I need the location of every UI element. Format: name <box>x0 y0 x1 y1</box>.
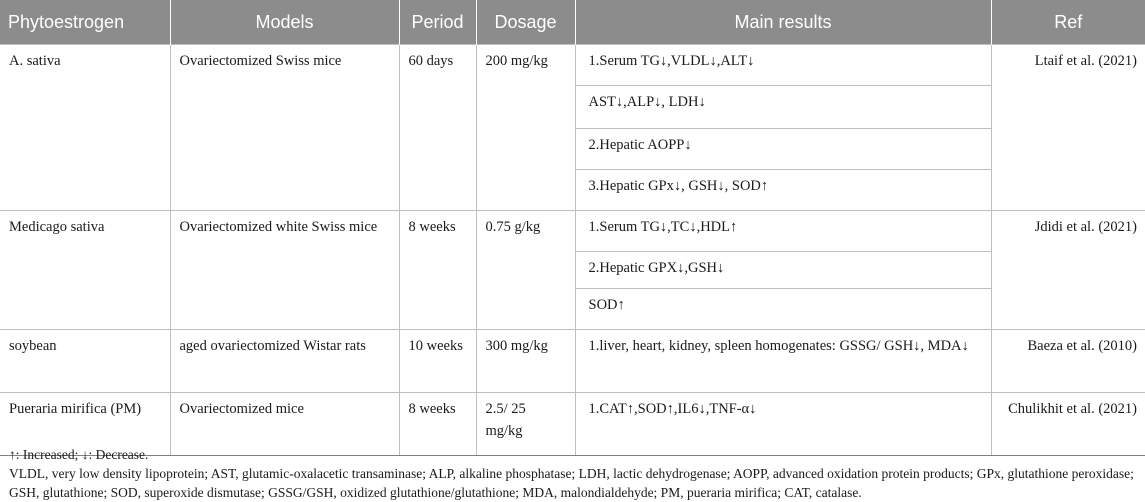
cell-period: 8 weeks <box>399 211 476 330</box>
cell-ref: Ltaif et al. (2021) <box>991 45 1145 211</box>
cell-ref: Baeza et al. (2010) <box>991 330 1145 393</box>
table-footnotes <box>9 445 1139 502</box>
cell-phytoestrogen: soybean <box>0 330 170 393</box>
cell-dosage: 0.75 g/kg <box>476 211 575 330</box>
table-row <box>0 330 1145 393</box>
cell-result: 2.Hepatic AOPP↓ <box>575 129 991 170</box>
table-row <box>0 45 1145 86</box>
cell-model: aged ovariectomized Wistar rats <box>170 330 399 393</box>
header-row <box>0 0 1145 45</box>
cell-result: 1.CAT↑,SOD↑,IL6↓,TNF-α↓ <box>575 393 991 456</box>
cell-model: Ovariectomized white Swiss mice <box>170 211 399 330</box>
cell-period: 10 weeks <box>399 330 476 393</box>
cell-phytoestrogen: A. sativa <box>0 45 170 211</box>
cell-result: 2.Hepatic GPX↓,GSH↓ <box>575 252 991 289</box>
cell-result: SOD↑ <box>575 289 991 330</box>
cell-dosage: 2.5/ 25 mg/kg <box>476 393 575 456</box>
cell-result: 1.liver, heart, kidney, spleen homogenates: GSSG/ GSH↓, MDA↓ <box>575 330 991 393</box>
cell-ref: Chulikhit et al. (2021) <box>991 393 1145 456</box>
header-ref: Ref <box>991 0 1145 45</box>
cell-result: 3.Hepatic GPx↓, GSH↓, SOD↑ <box>575 170 991 211</box>
header-main-results: Main results <box>575 0 991 45</box>
cell-period: 8 weeks <box>399 393 476 456</box>
cell-result: 1.Serum TG↓,VLDL↓,ALT↓ <box>575 45 991 86</box>
cell-phytoestrogen: Medicago sativa <box>0 211 170 330</box>
cell-model: Ovariectomized mice <box>170 393 399 456</box>
table-row <box>0 211 1145 252</box>
cell-dosage: 200 mg/kg <box>476 45 575 211</box>
cell-period: 60 days <box>399 45 476 211</box>
cell-result: AST↓,ALP↓, LDH↓ <box>575 86 991 129</box>
cell-result: 1.Serum TG↓,TC↓,HDL↑ <box>575 211 991 252</box>
footnote-abbreviations: VLDL, very low density lipoprotein; AST, glutamic-oxalacetic transaminase; ALP, alkaline phosphatase; LDH, lactic dehydrogenase; AOPP, advanced oxidation protein products; GPx, glutathione peroxidase; GSH, glutathione; SOD, superoxide dismutase; GSSG/GSH, oxidized glutathione/glutathione; MDA, malondialdehyde; PM, pueraria mirifica; CAT, catalase. <box>9 466 1134 500</box>
cell-phytoestrogen: Pueraria mirifica (PM) <box>0 393 170 456</box>
cell-model: Ovariectomized Swiss mice <box>170 45 399 211</box>
cell-ref: Jdidi et al. (2021) <box>991 211 1145 330</box>
header-models: Models <box>170 0 399 45</box>
header-dosage: Dosage <box>476 0 575 45</box>
footnote-legend: ↑: Increased; ↓: Decrease. <box>9 447 149 462</box>
header-period: Period <box>399 0 476 45</box>
cell-dosage: 300 mg/kg <box>476 330 575 393</box>
header-phytoestrogen: Phytoestrogen <box>0 0 170 45</box>
